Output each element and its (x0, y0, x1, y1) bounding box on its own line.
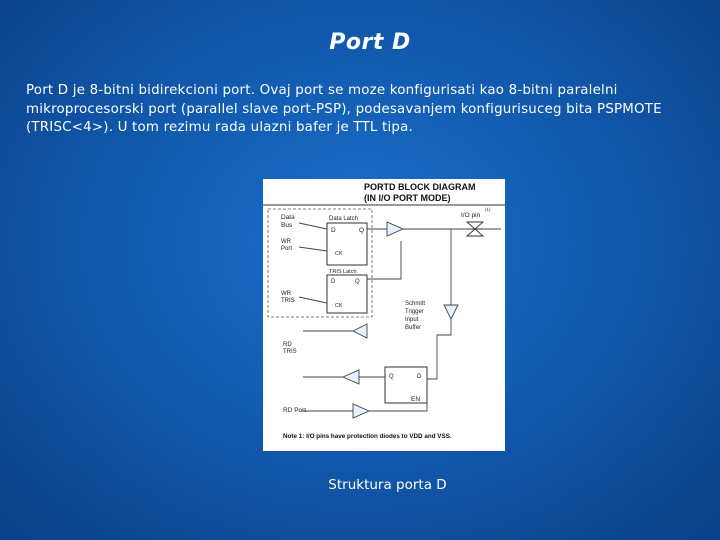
input-latch-en: EN (411, 396, 421, 403)
io-pin-label: I/O pin (461, 212, 481, 219)
tris-latch-d: D (331, 279, 336, 285)
tris-latch-ck: CK (335, 303, 343, 309)
wiring (299, 223, 501, 411)
input-latch-box (385, 367, 427, 403)
data-latch-d: D (331, 227, 336, 234)
rd-port-buffer (353, 404, 369, 418)
data-latch-label: Data Latch (329, 216, 359, 222)
tris-latch-label: TRIS Latch (329, 269, 357, 275)
label-wr-port-2: Port (281, 246, 293, 252)
schmitt-label-2: Trigger (405, 309, 424, 315)
diagram-caption: Struktura porta D (328, 477, 447, 493)
schmitt-trigger-buffer (444, 305, 458, 319)
diagram-title-line2: (IN I/O PORT MODE) (364, 193, 451, 203)
label-data-bus-2: Bus (281, 222, 293, 229)
schmitt-label-1: Schmitt (405, 301, 426, 307)
data-latch-q: Q (359, 227, 365, 234)
slide-title: Port D (329, 30, 411, 55)
label-wr-tris-2: TRIS (281, 298, 295, 304)
label-rd-tris-2: TRIS (283, 349, 297, 355)
data-latch-ck: CK (335, 251, 343, 257)
diagram-note: Note 1: I/O pins have protection diodes to VDD and VSS. (283, 433, 452, 440)
label-wr-tris-1: WR (281, 291, 291, 297)
portd-block-diagram (263, 179, 505, 451)
schmitt-label-3: Input (405, 317, 419, 323)
tris-latch-q: Q (355, 279, 360, 285)
io-pin-pad (467, 222, 483, 236)
input-latch-q: Q (389, 374, 394, 380)
label-wr-port-1: WR (281, 239, 291, 245)
slide-paragraph: Port D je 8-bitni bidirekcioni port. Ovaj port se moze konfigurisati kao 8-bitni paralelni mikroprocesorski port (parallel slave port-PSP), podesavanjem konfigurisuceg bita PSPMOTE (TRISC<4>). U tom rezimu rada ulazni bafer je TTL tipa. (26, 83, 662, 135)
label-rd-port: RD Port (283, 407, 307, 414)
schmitt-label-4: Buffer (405, 325, 421, 331)
output-buffer (387, 222, 403, 236)
io-pin-sup: (1) (485, 207, 491, 212)
rd-tris-buffer (353, 324, 367, 338)
input-buffer (343, 370, 359, 384)
input-latch-d: D (417, 374, 422, 380)
label-data-bus-1: Data (281, 214, 295, 221)
label-rd-tris-1: RD (283, 342, 292, 348)
diagram-title-line1: PORTD BLOCK DIAGRAM (364, 182, 476, 192)
